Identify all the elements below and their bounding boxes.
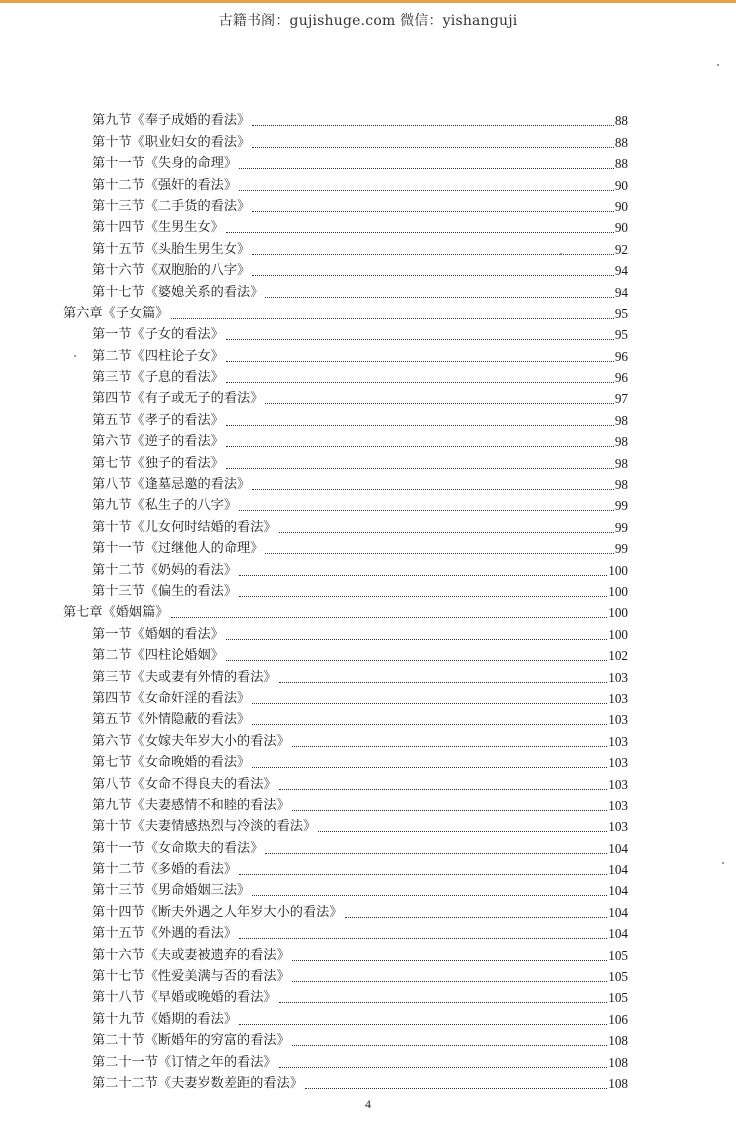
dot-leader (239, 510, 614, 511)
toc-entry-title: 第十二节《奶妈的看法》 (92, 562, 238, 578)
toc-section-row (0, 215, 736, 236)
toc-entry-title: 第十二节《多婚的看法》 (92, 862, 238, 878)
dot-leader (239, 1024, 607, 1025)
toc-entry-page: 103 (608, 669, 628, 685)
dot-leader (279, 1002, 608, 1003)
toc-entry-page: 88 (614, 156, 628, 172)
toc-section-row (0, 279, 736, 300)
dot-leader (345, 917, 608, 918)
dot-leader (239, 168, 614, 169)
dot-leader (252, 724, 607, 725)
toc-entry-page: 99 (614, 519, 628, 535)
toc-entry-page: 104 (608, 883, 628, 899)
dot-leader (252, 275, 614, 276)
dot-leader (292, 960, 607, 961)
scan-speck (717, 64, 719, 66)
dot-leader (226, 660, 607, 661)
toc-entry-page: 99 (614, 541, 628, 557)
dot-leader (279, 532, 614, 533)
dot-leader (265, 853, 607, 854)
toc-entry-title: 第十六节《双胞胎的八字》 (92, 263, 251, 279)
dot-leader (171, 617, 608, 618)
toc-section-row (0, 579, 736, 600)
toc-section-row (0, 322, 736, 343)
toc-entry-title: 第十七节《性爱美满与否的看法》 (92, 969, 290, 985)
toc-entry-title: 第八节《逢墓忌邀的看法》 (92, 477, 251, 493)
toc-entry-title: 第六节《女嫁夫年岁大小的看法》 (92, 733, 290, 749)
toc-entry-page: 105 (608, 990, 628, 1006)
toc-entry-title: 第五节《孝子的看法》 (92, 412, 224, 428)
dot-leader (226, 361, 614, 362)
toc-entry-title: 第十一节《过继他人的命理》 (92, 541, 264, 557)
toc-entry-title: 第七节《独子的看法》 (92, 455, 224, 471)
toc-section-row (0, 151, 736, 172)
toc-entry-page: 100 (608, 626, 628, 642)
toc-section-row (0, 643, 736, 664)
table-of-contents (0, 108, 736, 1092)
dot-leader (252, 211, 614, 212)
dot-leader (279, 789, 608, 790)
dot-leader (265, 553, 613, 554)
toc-entry-title: 第十三节《偏生的看法》 (92, 583, 238, 599)
dot-leader (265, 297, 613, 298)
toc-entry-page: 103 (608, 797, 628, 813)
toc-section-row (0, 771, 736, 792)
toc-entry-page: 92 (614, 241, 628, 257)
toc-entry-title: 第四节《女命奸淫的看法》 (92, 690, 251, 706)
toc-entry-page: 103 (608, 712, 628, 728)
toc-section-row (0, 1006, 736, 1027)
toc-entry-title: 第十三节《二手货的看法》 (92, 198, 251, 214)
toc-entry-page: 104 (608, 840, 628, 856)
toc-entry-page: 102 (608, 648, 628, 664)
toc-entry-title: 第一节《子女的看法》 (92, 327, 224, 343)
dot-leader (305, 1088, 607, 1089)
toc-entry-title: 第十八节《早婚或晚婚的看法》 (92, 990, 277, 1006)
dot-leader (252, 767, 607, 768)
dot-leader (239, 190, 614, 191)
toc-entry-title: 第十节《职业妇女的看法》 (92, 134, 251, 150)
toc-entry-title: 第六章《子女篇》 (63, 305, 169, 321)
dot-leader (252, 489, 614, 490)
toc-section-row (0, 664, 736, 685)
toc-entry-title: 第十一节《女命欺夫的看法》 (92, 840, 264, 856)
toc-entry-page: 108 (608, 1033, 628, 1049)
toc-entry-page: 95 (614, 327, 628, 343)
toc-section-row (0, 835, 736, 856)
toc-section-row (0, 450, 736, 471)
toc-section-row (0, 172, 736, 193)
toc-entry-title: 第十九节《婚期的看法》 (92, 1011, 238, 1027)
toc-entry-title: 第十二节《强奸的看法》 (92, 177, 238, 193)
toc-section-row (0, 621, 736, 642)
toc-entry-page: 94 (614, 263, 628, 279)
toc-section-row (0, 236, 736, 257)
toc-entry-title: 第三节《夫或妻有外情的看法》 (92, 669, 277, 685)
toc-entry-page: 100 (608, 583, 628, 599)
toc-section-row (0, 407, 736, 428)
toc-section-row (0, 942, 736, 963)
dot-leader (318, 831, 607, 832)
dot-leader (226, 232, 614, 233)
toc-entry-title: 第十节《夫妻情感热烈与冷淡的看法》 (92, 819, 317, 835)
dot-leader (265, 403, 613, 404)
toc-entry-title: 第八节《女命不得良夫的看法》 (92, 776, 277, 792)
toc-entry-title: 第七章《婚姻篇》 (63, 605, 169, 621)
toc-entry-page: 99 (614, 498, 628, 514)
toc-entry-page: 105 (608, 947, 628, 963)
dot-leader (279, 1067, 608, 1068)
toc-section-row (0, 258, 736, 279)
toc-section-row (0, 814, 736, 835)
toc-entry-page: 98 (614, 477, 628, 493)
dot-leader (252, 703, 607, 704)
toc-entry-page: 100 (608, 562, 628, 578)
dot-leader (171, 318, 614, 319)
toc-entry-page: 100 (608, 605, 628, 621)
page-header: 古籍书阁：gujishuge.com 微信：yishanguji (218, 13, 518, 29)
toc-entry-title: 第二十节《断婚年的穷富的看法》 (92, 1033, 290, 1049)
toc-entry-page: 90 (614, 220, 628, 236)
dot-leader (226, 425, 614, 426)
toc-entry-page: 108 (608, 1054, 628, 1070)
dot-leader (252, 125, 614, 126)
toc-entry-title: 第十七节《婆媳关系的看法》 (92, 284, 264, 300)
toc-section-row (0, 514, 736, 535)
toc-entry-title: 第二十一节《订情之年的看法》 (92, 1054, 277, 1070)
toc-entry-page: 103 (608, 776, 628, 792)
toc-entry-page: 104 (608, 926, 628, 942)
toc-entry-page: 98 (614, 455, 628, 471)
toc-section-row (0, 750, 736, 771)
toc-section-row (0, 793, 736, 814)
toc-entry-page: 103 (608, 819, 628, 835)
toc-entry-title: 第一节《婚姻的看法》 (92, 626, 224, 642)
toc-section-row (0, 472, 736, 493)
dot-leader (239, 938, 607, 939)
toc-section-row (0, 857, 736, 878)
toc-entry-page: 103 (608, 755, 628, 771)
dot-leader (292, 1045, 607, 1046)
toc-entry-title: 第十四节《生男生女》 (92, 220, 224, 236)
toc-entry-title: 第七节《女命晚婚的看法》 (92, 755, 251, 771)
toc-entry-page: 96 (614, 348, 628, 364)
toc-chapter-row (0, 301, 736, 322)
dot-leader (292, 746, 607, 747)
toc-entry-title: 第十六节《夫或妻被遗弃的看法》 (92, 947, 290, 963)
dot-leader (292, 810, 607, 811)
toc-entry-page: 103 (608, 733, 628, 749)
toc-entry-page: 96 (614, 370, 628, 386)
toc-entry-title: 第十节《儿女何时结婚的看法》 (92, 519, 277, 535)
top-rule (0, 0, 736, 3)
toc-entry-page: 104 (608, 904, 628, 920)
scan-speck (722, 862, 724, 864)
toc-entry-page: 103 (608, 690, 628, 706)
toc-entry-page: 98 (614, 434, 628, 450)
toc-entry-page: 88 (614, 113, 628, 129)
dot-leader (252, 895, 607, 896)
toc-entry-title: 第五节《外情隐蔽的看法》 (92, 712, 251, 728)
toc-section-row (0, 707, 736, 728)
toc-section-row (0, 365, 736, 386)
dot-leader (292, 981, 607, 982)
scan-speck (74, 355, 76, 357)
toc-entry-title: 第二节《四柱论婚姻》 (92, 648, 224, 664)
toc-section-row (0, 1071, 736, 1092)
toc-section-row (0, 194, 736, 215)
toc-section-row (0, 108, 736, 129)
toc-entry-title: 第九节《夫妻感情不和睦的看法》 (92, 797, 290, 813)
dot-leader (279, 682, 608, 683)
toc-section-row (0, 129, 736, 150)
dot-leader (252, 147, 614, 148)
toc-entry-title: 第二节《四柱论子女》 (92, 348, 224, 364)
toc-entry-title: 第三节《子息的看法》 (92, 370, 224, 386)
toc-entry-page: 90 (614, 198, 628, 214)
toc-section-row (0, 1049, 736, 1070)
toc-section-row (0, 429, 736, 450)
toc-section-row (0, 343, 736, 364)
toc-chapter-row (0, 600, 736, 621)
toc-section-row (0, 878, 736, 899)
toc-entry-title: 第四节《有子或无子的看法》 (92, 391, 264, 407)
toc-entry-title: 第二十二节《夫妻岁数差距的看法》 (92, 1075, 303, 1091)
dot-leader (239, 874, 607, 875)
scan-speck (560, 253, 562, 255)
dot-leader (239, 596, 607, 597)
toc-section-row (0, 557, 736, 578)
toc-entry-page: 95 (614, 305, 628, 321)
dot-leader (226, 446, 614, 447)
toc-entry-title: 第十五节《外遇的看法》 (92, 926, 238, 942)
toc-section-row (0, 686, 736, 707)
toc-entry-page: 104 (608, 862, 628, 878)
toc-section-row (0, 386, 736, 407)
toc-entry-page: 105 (608, 969, 628, 985)
toc-section-row (0, 964, 736, 985)
toc-entry-page: 94 (614, 284, 628, 300)
toc-entry-page: 98 (614, 412, 628, 428)
toc-entry-title: 第九节《奉子成婚的看法》 (92, 113, 251, 129)
toc-entry-title: 第十五节《头胎生男生女》 (92, 241, 251, 257)
toc-section-row (0, 1028, 736, 1049)
toc-section-row (0, 985, 736, 1006)
toc-entry-title: 第十三节《男命婚姻三法》 (92, 883, 251, 899)
toc-entry-page: 97 (614, 391, 628, 407)
toc-entry-title: 第六节《逆子的看法》 (92, 434, 224, 450)
toc-entry-page: 108 (608, 1075, 628, 1091)
page-number: 4 (365, 1097, 371, 1111)
toc-entry-page: 90 (614, 177, 628, 193)
toc-entry-title: 第十一节《失身的命理》 (92, 156, 238, 172)
toc-entry-title: 第九节《私生子的八字》 (92, 498, 238, 514)
toc-entry-page: 106 (608, 1011, 628, 1027)
dot-leader (226, 339, 614, 340)
toc-section-row (0, 493, 736, 514)
dot-leader (239, 575, 607, 576)
dot-leader (226, 382, 614, 383)
toc-entry-title: 第十四节《断夫外遇之人年岁大小的看法》 (92, 904, 343, 920)
dot-leader (226, 468, 614, 469)
toc-entry-page: 88 (614, 134, 628, 150)
toc-section-row (0, 536, 736, 557)
toc-section-row (0, 728, 736, 749)
toc-section-row (0, 921, 736, 942)
toc-section-row (0, 899, 736, 920)
dot-leader (226, 639, 607, 640)
